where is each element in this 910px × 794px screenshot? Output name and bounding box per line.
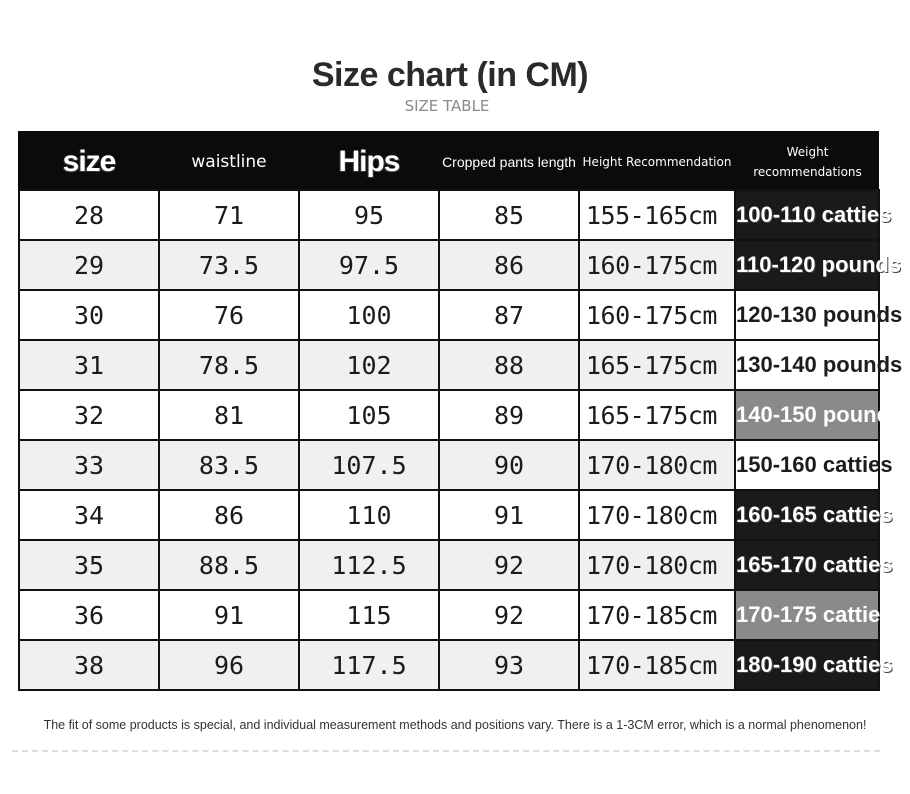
cell-size: 38 [19,640,159,690]
cell-weight: 130-140 pounds [735,340,879,390]
cell-waistline: 71 [159,190,299,240]
cell-size: 33 [19,440,159,490]
cell-waistline: 86 [159,490,299,540]
cell-height: 165-175cm [579,390,735,440]
header-size: size [19,133,159,191]
cell-hips: 117.5 [299,640,439,690]
table-row [19,290,879,340]
cell-waistline: 81 [159,390,299,440]
table-row [19,590,879,640]
cell-waistline: 88.5 [159,540,299,590]
table-row [19,390,879,440]
cell-waistline: 73.5 [159,240,299,290]
dashed-divider [12,750,880,752]
cell-cropped-length: 89 [439,390,579,440]
table-row [19,640,879,690]
table-body [19,190,903,690]
cell-height: 165-175cm [579,340,735,390]
cell-weight: 140-150 pounds [735,390,879,440]
header-weight: Weight recommendations [735,133,879,191]
cell-height: 160-175cm [579,240,735,290]
cell-weight: 120-130 pounds [735,290,879,340]
cell-height: 170-180cm [579,440,735,490]
cell-size: 36 [19,590,159,640]
cell-hips: 100 [299,290,439,340]
cell-hips: 95 [299,190,439,240]
cell-height: 170-180cm [579,540,735,590]
cell-weight: 100-110 catties [735,190,879,240]
cell-height: 170-185cm [579,640,735,690]
cell-height: 170-180cm [579,490,735,540]
cell-weight: 160-165 catties [735,490,879,540]
cell-height: 155-165cm [579,190,735,240]
header-waistline: waistline [159,133,299,191]
cell-size: 31 [19,340,159,390]
header-height: Height Recommendation [579,133,735,191]
cell-weight: 110-120 pounds [735,240,879,290]
cell-weight: 170-175 catties [735,590,879,640]
cell-cropped-length: 88 [439,340,579,390]
cell-hips: 102 [299,340,439,390]
cell-waistline: 91 [159,590,299,640]
table-row [19,440,879,490]
header-cropped-length: Cropped pants length [439,133,579,191]
cell-height: 170-185cm [579,590,735,640]
cell-size: 29 [19,240,159,290]
cell-size: 34 [19,490,159,540]
cell-height: 160-175cm [579,290,735,340]
cell-hips: 107.5 [299,440,439,490]
cell-hips: 97.5 [299,240,439,290]
cell-cropped-length: 93 [439,640,579,690]
cell-size: 32 [19,390,159,440]
table-row [19,340,879,390]
size-table-container [18,131,903,689]
cell-weight: 165-170 catties [735,540,879,590]
table-row [19,490,879,540]
cell-waistline: 83.5 [159,440,299,490]
table-row [19,240,879,290]
page-subtitle: SIZE TABLE [404,97,490,115]
cell-cropped-length: 86 [439,240,579,290]
table-header-row [19,133,879,191]
cell-cropped-length: 87 [439,290,579,340]
footnote: The fit of some products is special, and individual measurement methods and positions vary. There is a 1-3CM error, which is a normal phenomenon! [43,718,867,732]
size-table [18,131,903,691]
cell-size: 35 [19,540,159,590]
cell-hips: 115 [299,590,439,640]
cell-cropped-length: 90 [439,440,579,490]
cell-weight: 180-190 catties [735,640,879,690]
cell-waistline: 78.5 [159,340,299,390]
cell-hips: 110 [299,490,439,540]
cell-waistline: 96 [159,640,299,690]
cell-size: 30 [19,290,159,340]
cell-weight: 150-160 catties [735,440,879,490]
cell-hips: 112.5 [299,540,439,590]
table-row [19,190,879,240]
cell-waistline: 76 [159,290,299,340]
page-title: Size chart (in CM) [311,56,589,94]
cell-cropped-length: 92 [439,590,579,640]
cell-cropped-length: 92 [439,540,579,590]
cell-cropped-length: 85 [439,190,579,240]
cell-hips: 105 [299,390,439,440]
cell-cropped-length: 91 [439,490,579,540]
header-hips: Hips [299,133,439,191]
table-row [19,540,879,590]
cell-size: 28 [19,190,159,240]
